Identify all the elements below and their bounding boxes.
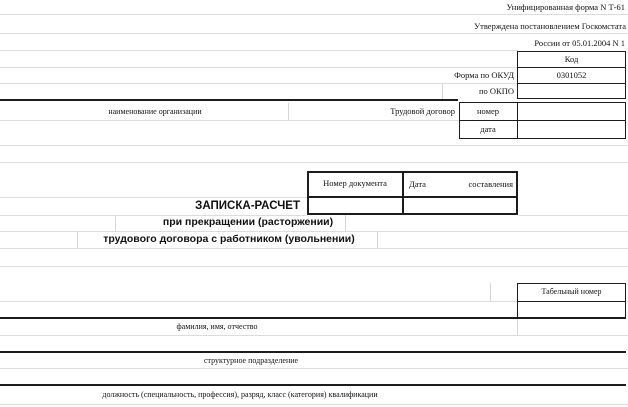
department-caption: структурное подразделение (203, 356, 299, 365)
position-caption: должность (специальность, профессия), разряд, класс (категория) квалификации (102, 390, 378, 399)
gridline-vertical (115, 215, 116, 231)
contract-box-divider (517, 102, 518, 139)
doc-date-header-word-2: составления (468, 178, 513, 189)
gridline-horizontal (0, 33, 628, 34)
section-divider (0, 351, 626, 353)
gridline-horizontal (0, 120, 460, 121)
gridline-horizontal (0, 14, 628, 15)
document-table-divider (307, 196, 518, 198)
okpo-label: по ОКПО (478, 86, 514, 96)
org-name-underline (0, 99, 458, 101)
gridline-horizontal (0, 83, 518, 84)
personnel-box-divider (517, 301, 626, 302)
form-subtitle-2: трудового договора с работником (увольнении) (103, 233, 355, 245)
gridline-vertical (442, 83, 443, 99)
okud-label: Форма по ОКУД (454, 70, 514, 80)
gridline-horizontal (0, 67, 518, 68)
form-header-line-3: России от 05.01.2004 N 1 (534, 38, 625, 48)
gridline-horizontal (0, 266, 628, 267)
section-divider (0, 384, 626, 386)
okud-value: 0301052 (556, 70, 587, 80)
form-header-line-1: Унифицированная форма N Т-61 (506, 2, 625, 12)
doc-date-header (404, 171, 518, 196)
gridline-horizontal (0, 162, 628, 163)
gridline-vertical (345, 215, 346, 231)
contract-date-label: дата (480, 124, 496, 134)
gridline-vertical (77, 231, 78, 248)
gridline-vertical (490, 283, 491, 301)
gridline-horizontal (0, 368, 628, 369)
doc-date-header-word-1: Дата (409, 178, 426, 189)
form-title: ЗАПИСКА-РАСЧЕТ (195, 200, 300, 212)
form-header-line-2: Утверждена постановлением Госкомстата (474, 21, 626, 31)
gridline-horizontal (0, 145, 628, 146)
employee-name-caption: фамилия, имя, отчество (176, 322, 258, 331)
code-column-header: Код (564, 54, 579, 64)
gridline-vertical (377, 231, 378, 248)
doc-number-header: Номер документа (323, 178, 387, 188)
gridline-horizontal (0, 301, 517, 302)
contract-number-label: номер (476, 106, 500, 116)
code-box-divider (517, 83, 626, 84)
form-subtitle-1: при прекращении (расторжении) (162, 216, 334, 228)
gridline-horizontal (0, 248, 628, 249)
gridline-horizontal (0, 335, 628, 336)
labour-contract-label: Трудовой договор (390, 106, 455, 116)
personnel-number-label: Табельный номер (541, 287, 602, 296)
gridline-horizontal (0, 404, 628, 405)
gridline-horizontal (518, 215, 628, 216)
gridline-vertical (517, 318, 518, 335)
gridline-horizontal (0, 50, 518, 51)
org-name-caption: наименование организации (108, 107, 202, 116)
